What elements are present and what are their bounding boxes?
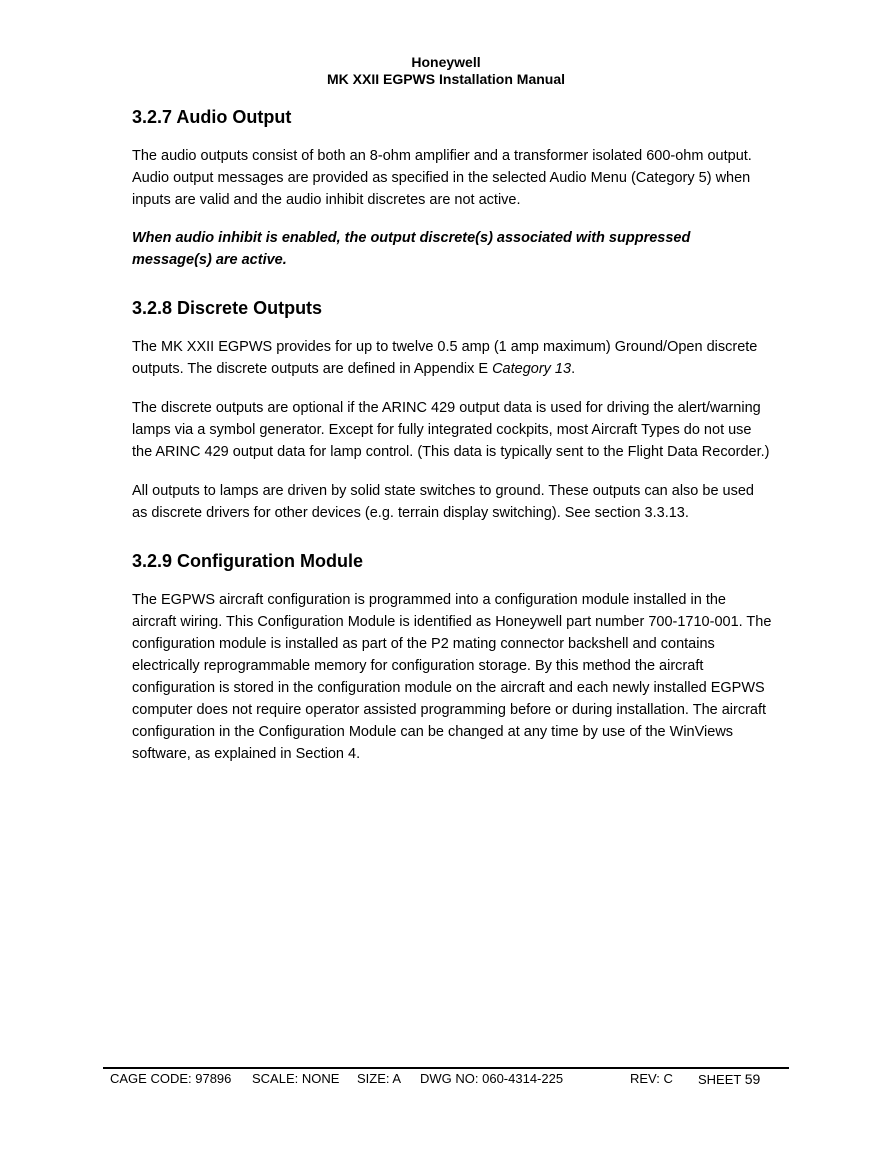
audio-output-paragraph: The audio outputs consist of both an 8-ohm amplifier and a transformer isolated 600-ohm output. Audio output messages are provided as specified in the selected Audio Menu (Category 5) when inputs are valid and the audio inhibit discretes are not active. xyxy=(132,148,752,208)
footer-divider xyxy=(103,1067,789,1069)
header-company: Honeywell xyxy=(411,54,481,70)
discrete-outputs-paragraph-1-text: The MK XXII EGPWS provides for up to twelve 0.5 amp (1 amp maximum) Ground/Open discrete outputs. The discrete outputs are defined in Appendix E xyxy=(132,339,758,377)
section-title-discrete-outputs: 3.2.8 Discrete Outputs xyxy=(132,298,323,318)
category-reference: Category 13 xyxy=(492,361,572,377)
configuration-module-paragraph: The EGPWS aircraft configuration is programmed into a configuration module installed in the aircraft wiring. This Configuration Module is identified as Honeywell part number 700-1710-001. The configuration module is installed as part of the P2 mating connector backshell and contains electrically reprogrammable memory for configuration storage. By this method the aircraft configuration is stored in the configuration module on the aircraft and each newly installed EGPWS computer does not require operator assisted programming before or during installation. The aircraft configuration in the Configuration Module can be changed at any time by use of the WinViews software, as explained in Section 4. xyxy=(132,592,772,762)
footer-sheet xyxy=(698,1071,760,1087)
footer-size: SIZE: A xyxy=(357,1071,402,1086)
document-body xyxy=(132,104,772,765)
discrete-outputs-paragraph-1-end: . xyxy=(571,361,576,377)
footer-sheet-label: SHEET xyxy=(698,1072,742,1087)
footer-sheet-number: 59 xyxy=(744,1071,761,1087)
section-title-audio-output: 3.2.7 Audio Output xyxy=(132,107,292,127)
discrete-outputs-paragraph-1 xyxy=(132,336,772,380)
discrete-outputs-paragraph-3: All outputs to lamps are driven by solid state switches to ground. These outputs can also be used as discrete drivers for other devices (e.g. terrain display switching). See section 3.3.13. xyxy=(132,483,754,521)
footer-rev: REV: C xyxy=(630,1071,673,1086)
discrete-outputs-paragraph-2: The discrete outputs are optional if the ARINC 429 output data is used for driving the alert/warning lamps via a symbol generator. Except for fully integrated cockpits, most Aircraft Types do not use the ARINC 429 output data for lamp control. (This data is typically sent to the Flight Data Recorder.) xyxy=(132,400,770,460)
page-footer xyxy=(110,1071,770,1089)
footer-scale: SCALE: NONE xyxy=(252,1071,340,1086)
footer-cage-code: CAGE CODE: 97896 xyxy=(110,1071,232,1086)
page-header xyxy=(0,54,892,88)
section-title-configuration-module: 3.2.9 Configuration Module xyxy=(132,551,364,571)
footer-dwg-no: DWG NO: 060-4314-225 xyxy=(420,1071,564,1086)
audio-inhibit-note: When audio inhibit is enabled, the output discrete(s) associated with suppressed message(s) are active. xyxy=(132,230,691,268)
header-manual-title: MK XXII EGPWS Installation Manual xyxy=(326,71,566,87)
